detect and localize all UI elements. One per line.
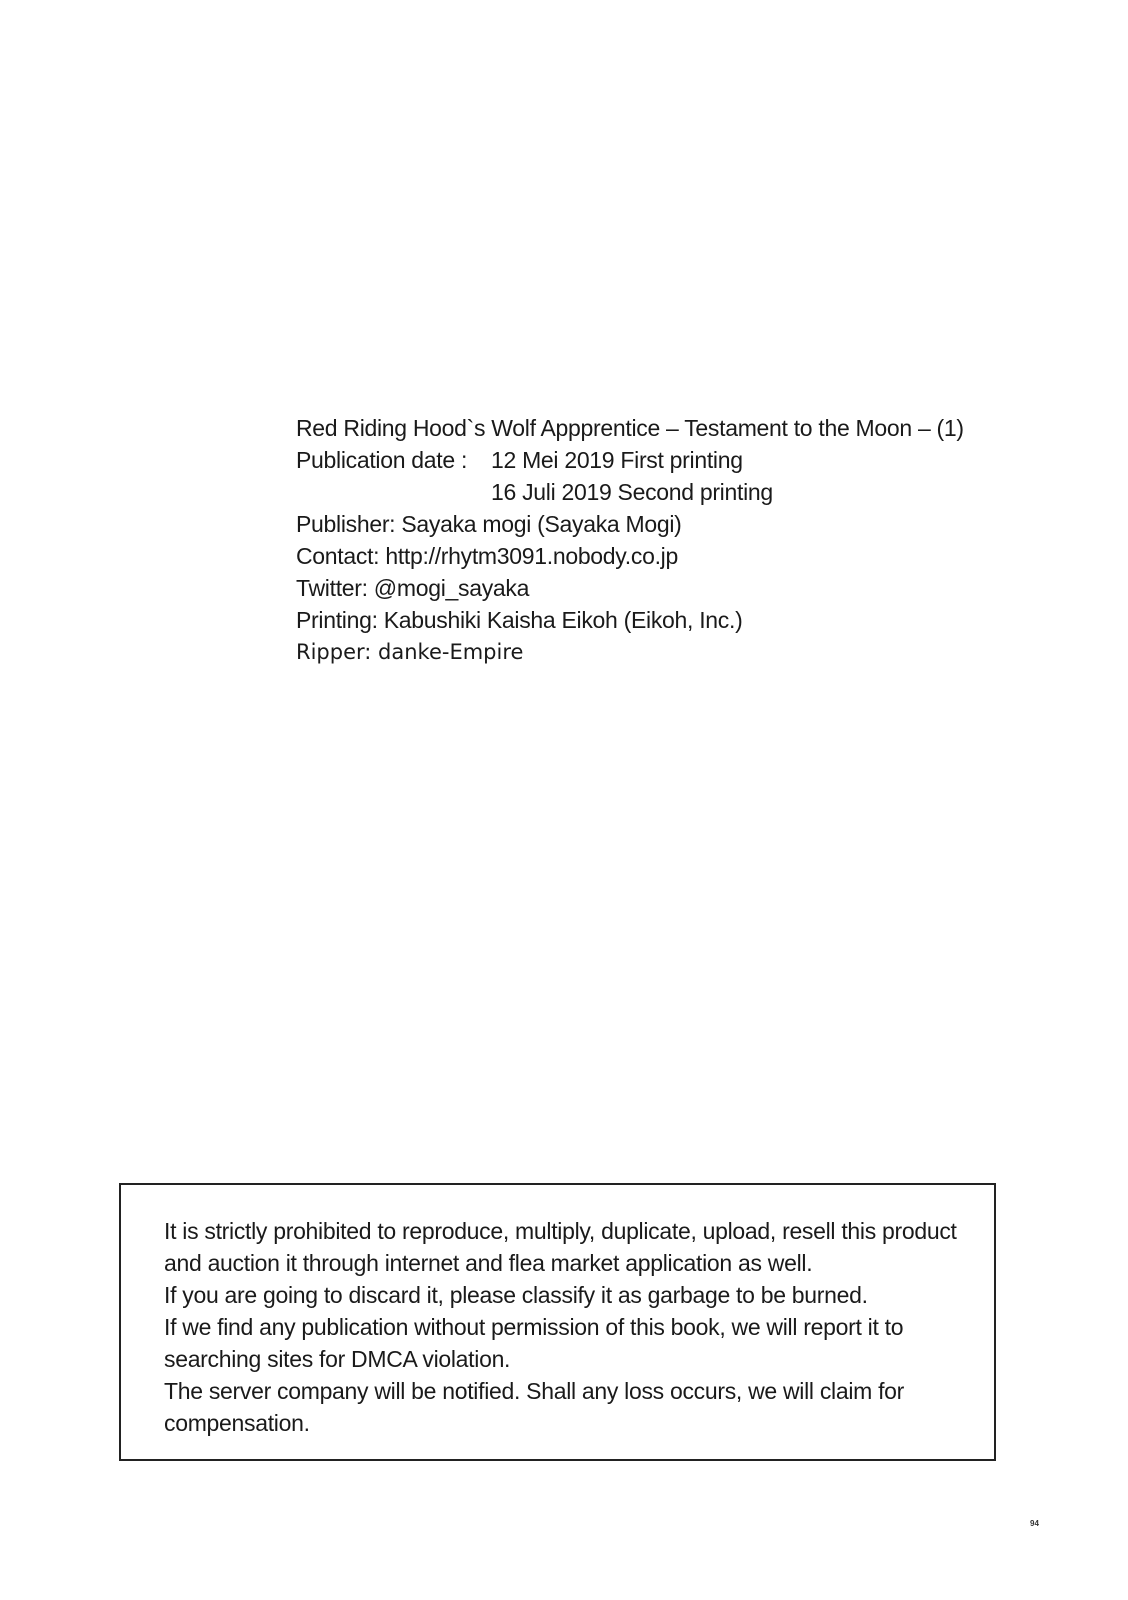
contact: Contact: http://rhytm3091.nobody.co.jp xyxy=(296,543,678,569)
copyright-notice-text xyxy=(164,1215,964,1439)
first-printing-date: 12 Mei 2019 First printing xyxy=(491,447,743,473)
copyright-notice-box xyxy=(119,1183,996,1461)
publication-date-label: Publication date : xyxy=(296,447,468,473)
book-title: Red Riding Hood`s Wolf Appprentice – Testament to the Moon – (1) xyxy=(296,415,964,441)
twitter: Twitter: @mogi_sayaka xyxy=(296,575,530,601)
notice-line: If you are going to discard it, please classify it as garbage to be burned. xyxy=(164,1282,868,1308)
notice-line: searching sites for DMCA violation. xyxy=(164,1346,511,1372)
printing: Printing: Kabushiki Kaisha Eikoh (Eikoh, Inc.) xyxy=(296,607,743,633)
ripper: Ripper: danke-Empire xyxy=(296,640,524,664)
notice-line: The server company will be notified. Shall any loss occurs, we will claim for xyxy=(164,1378,905,1404)
notice-line: It is strictly prohibited to reproduce, multiply, duplicate, upload, resell this product xyxy=(164,1218,957,1244)
colophon xyxy=(296,412,1056,668)
page-number: 94 xyxy=(1030,1519,1039,1528)
notice-line: If we find any publication without permission of this book, we will report it to xyxy=(164,1314,904,1340)
publisher: Publisher: Sayaka mogi (Sayaka Mogi) xyxy=(296,511,682,537)
publication-date-row xyxy=(296,444,1056,476)
notice-line: and auction it through internet and flea market application as well. xyxy=(164,1250,813,1276)
second-printing-date: 16 Juli 2019 Second printing xyxy=(491,479,773,505)
notice-line: compensation. xyxy=(164,1410,310,1436)
